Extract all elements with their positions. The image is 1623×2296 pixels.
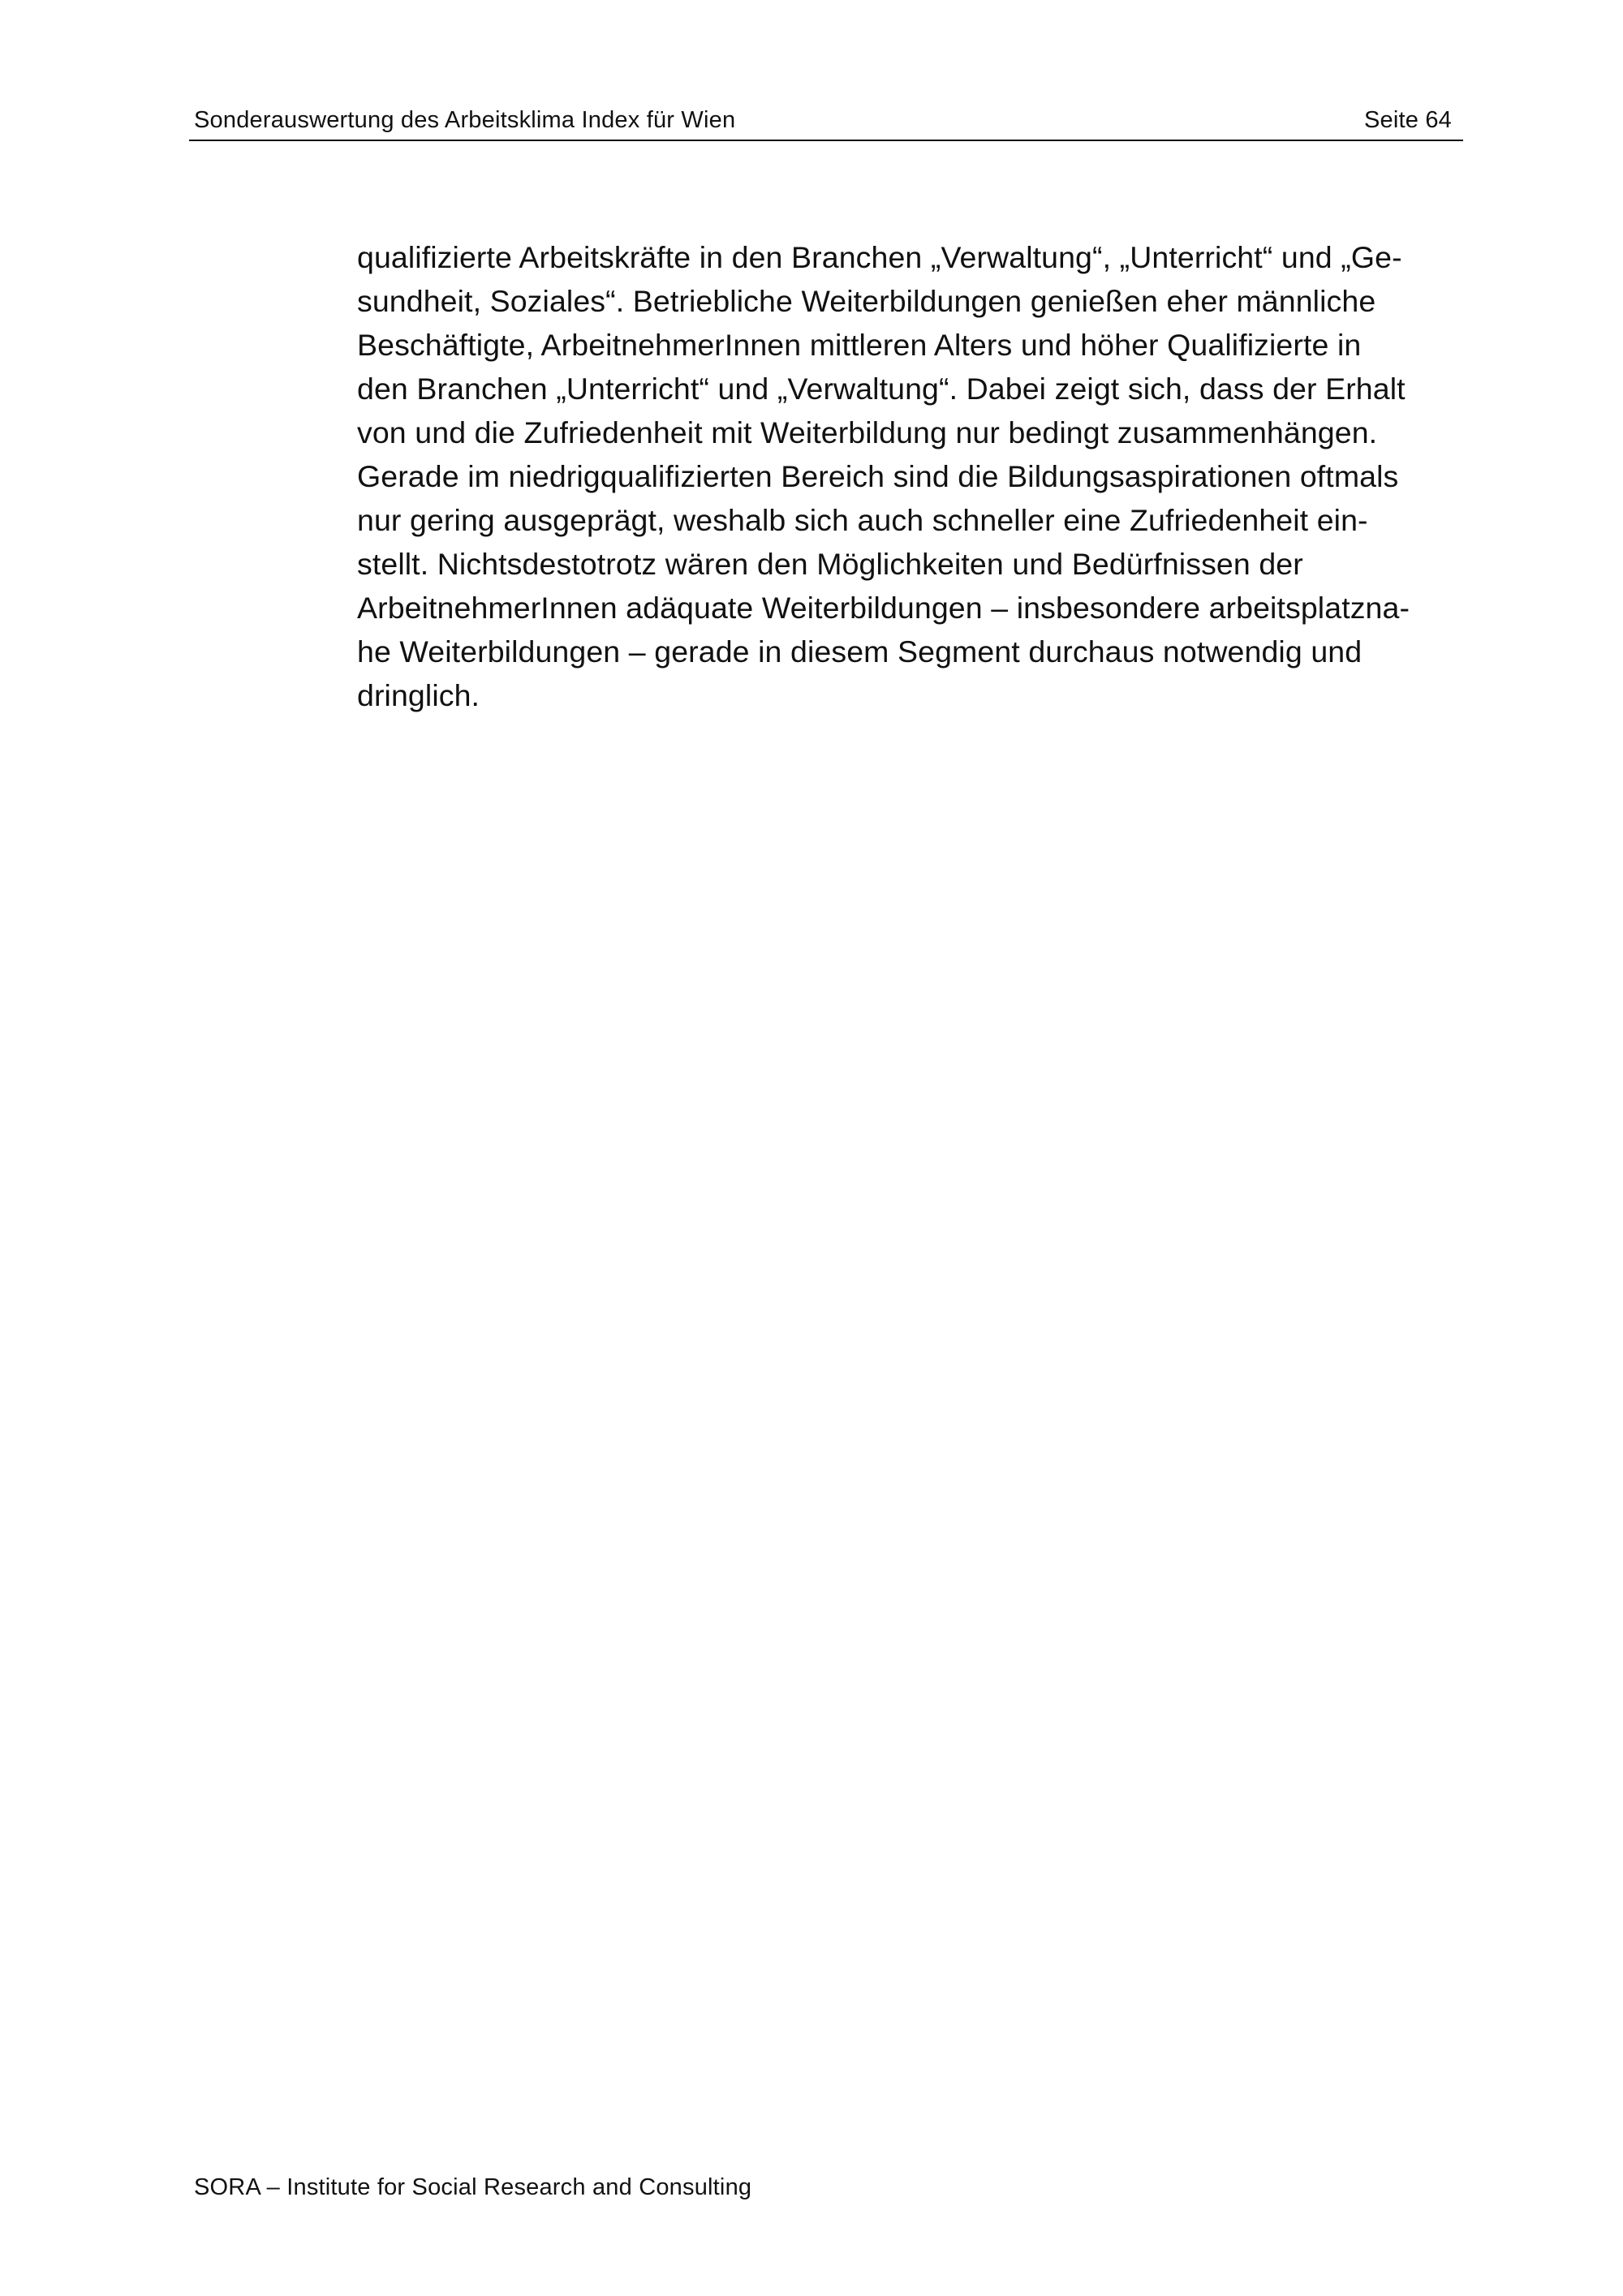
header-title: Sonderauswertung des Arbeitsklima Index für Wien <box>194 107 736 133</box>
paragraph-line: Gerade im niedrigqualifizierten Bereich sind die Bildungsaspirationen oftmals <box>357 459 1399 493</box>
paragraph-line: den Branchen „Unterricht“ und „Verwaltung“. Dabei zeigt sich, dass der Erhalt <box>357 372 1406 406</box>
paragraph-line: dringlich. <box>357 678 480 712</box>
running-header <box>189 104 1463 141</box>
paragraph-line: stellt. Nichtsdestotrotz wären den Möglichkeiten und Bedürfnissen der <box>357 547 1303 581</box>
paragraph-line: nur gering ausgeprägt, weshalb sich auch schneller eine Zufriedenheit ein- <box>357 503 1368 537</box>
running-footer: SORA – Institute for Social Research and Consulting <box>194 2174 752 2200</box>
paragraph-line: ArbeitnehmerInnen adäquate Weiterbildungen – insbesondere arbeitsplatzna- <box>357 591 1410 625</box>
paragraph-line: qualifizierte Arbeitskräfte in den Branchen „Verwaltung“, „Unterricht“ und „Ge- <box>357 240 1402 274</box>
paragraph-line: von und die Zufriedenheit mit Weiterbildung nur bedingt zusammenhängen. <box>357 415 1378 449</box>
body-paragraph <box>357 235 1469 717</box>
page-number: Seite 64 <box>1363 107 1452 133</box>
paragraph-line: he Weiterbildungen – gerade in diesem Segment durchaus notwendig und <box>357 634 1363 669</box>
paragraph-line: Beschäftigte, ArbeitnehmerInnen mittleren Alters und höher Qualifizierte in <box>357 328 1362 362</box>
paragraph-line: sundheit, Soziales“. Betriebliche Weiterbildungen genießen eher männliche <box>357 284 1376 318</box>
